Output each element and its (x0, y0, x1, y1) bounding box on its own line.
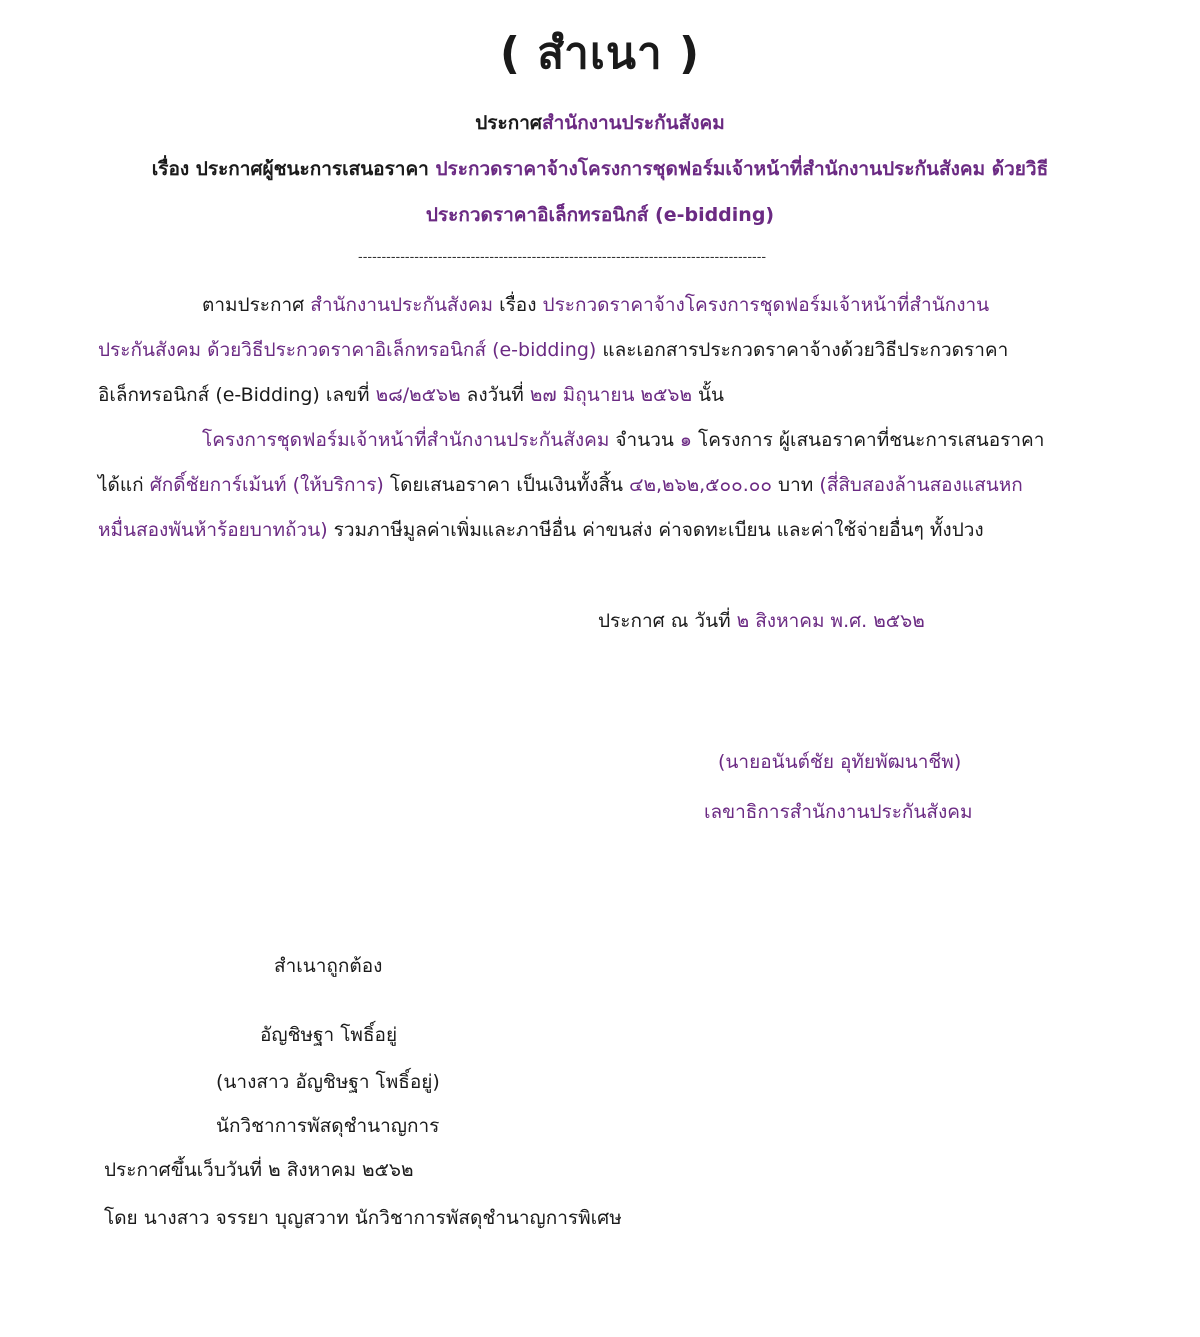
p1-l1-a: ตามประกาศ (202, 294, 311, 316)
certified-copy-label: สำเนาถูกต้อง (274, 955, 383, 977)
p2-l3-a: หมื่นสองพันห้าร้อยบาทถ้วน) (98, 519, 328, 541)
p1-l3-d: ๒๗ มิถุนายน ๒๕๖๒ (529, 384, 693, 406)
paragraph-1-line-2 (98, 335, 1008, 365)
certifier-signature: อัญชิษฐา โพธิ์อยู่ (260, 1024, 398, 1046)
p2-l1-c: ๑ (679, 429, 692, 451)
p2-l2-c: โดยเสนอราคา เป็นเงินทั้งสิ้น (383, 474, 630, 496)
p1-l2-a: ประกันสังคม ด้วยวิธีประกวดราคาอิเล็กทรอนิกส์ (e-bidding) (98, 339, 597, 361)
paragraph-2-line-3 (98, 515, 984, 545)
subject-title-1: ประกวดราคาจ้างโครงการชุดฟอร์มเจ้าหน้าที่สำนักงานประกันสังคม ด้วยวิธี (435, 158, 1049, 180)
p2-l2-e: บาท (771, 474, 820, 496)
subject-prefix: เรื่อง ประกาศผู้ชนะการเสนอราคา (151, 158, 436, 180)
p1-l3-c: ลงวันที่ (460, 384, 530, 406)
p1-l1-b: สำนักงานประกันสังคม (310, 294, 494, 316)
signatory-position: เลขาธิการสำนักงานประกันสังคม (704, 801, 973, 823)
p2-l2-b: ศักดิ์ชัยการ์เม้นท์ (ให้บริการ) (149, 474, 384, 496)
announcement-date (598, 606, 925, 636)
subject-line-1 (0, 154, 1200, 184)
announcement-prefix: ประกาศ (475, 112, 542, 134)
subject-line-2: ประกวดราคาอิเล็กทรอนิกส์ (e-bidding) (425, 204, 775, 226)
certifier-position: นักวิชาการพัสดุชำนาญการ (216, 1115, 440, 1137)
p2-l3-b: รวมภาษีมูลค่าเพิ่มและภาษีอื่น ค่าขนส่ง ค่าจดทะเบียน และค่าใช้จ่ายอื่นๆ ทั้งปวง (327, 519, 984, 541)
date-value: ๒ สิงหาคม พ.ศ. ๒๕๖๒ (736, 610, 925, 632)
paragraph-2-line-2 (98, 470, 1023, 500)
announcement-org: สำนักงานประกันสังคม (541, 112, 725, 134)
posted-on-date: ประกาศขึ้นเว็บวันที่ ๒ สิงหาคม ๒๕๖๒ (104, 1159, 414, 1181)
divider: --------------------------------------------------------------------------------------- (358, 250, 767, 265)
posted-by: โดย นางสาว จรรยา บุญสวาท นักวิชาการพัสดุชำนาญการพิเศษ (104, 1207, 622, 1229)
p2-l1-b: จำนวน (609, 429, 680, 451)
paragraph-1-line-1 (202, 290, 989, 320)
p1-l1-c: เรื่อง (493, 294, 543, 316)
p2-l2-a: ได้แก่ (98, 474, 150, 496)
copy-mark: ( สำเนา ) (499, 28, 701, 79)
p2-l1-a: โครงการชุดฟอร์มเจ้าหน้าที่สำนักงานประกันสังคม (202, 429, 610, 451)
p2-l1-d: โครงการ ผู้เสนอราคาที่ชนะการเสนอราคา (691, 429, 1045, 451)
p1-l3-a: อิเล็กทรอนิกส์ (e-Bidding) เลขที่ (98, 384, 376, 406)
paragraph-2-line-1 (202, 425, 1044, 455)
p2-l2-f: (สี่สิบสองล้านสองแสนหก (819, 474, 1023, 496)
certifier-name: (นางสาว อัญชิษฐา โพธิ์อยู่) (216, 1071, 440, 1093)
paragraph-1-line-3 (98, 380, 724, 410)
signatory-name: (นายอนันต์ชัย อุทัยพัฒนาชีพ) (718, 751, 962, 773)
p1-l3-b: ๒๘/๒๕๖๒ (375, 384, 461, 406)
p1-l2-b: และเอกสารประกวดราคาจ้างด้วยวิธีประกวดราคา (596, 339, 1009, 361)
p2-l2-d: ๔๒,๒๖๒,๕๐๐.๐๐ (629, 474, 772, 496)
p1-l1-d: ประกวดราคาจ้างโครงการชุดฟอร์มเจ้าหน้าที่สำนักงาน (542, 294, 990, 316)
announcement-heading (0, 108, 1200, 138)
p1-l3-e: นั้น (692, 384, 725, 406)
date-prefix: ประกาศ ณ วันที่ (598, 610, 737, 632)
